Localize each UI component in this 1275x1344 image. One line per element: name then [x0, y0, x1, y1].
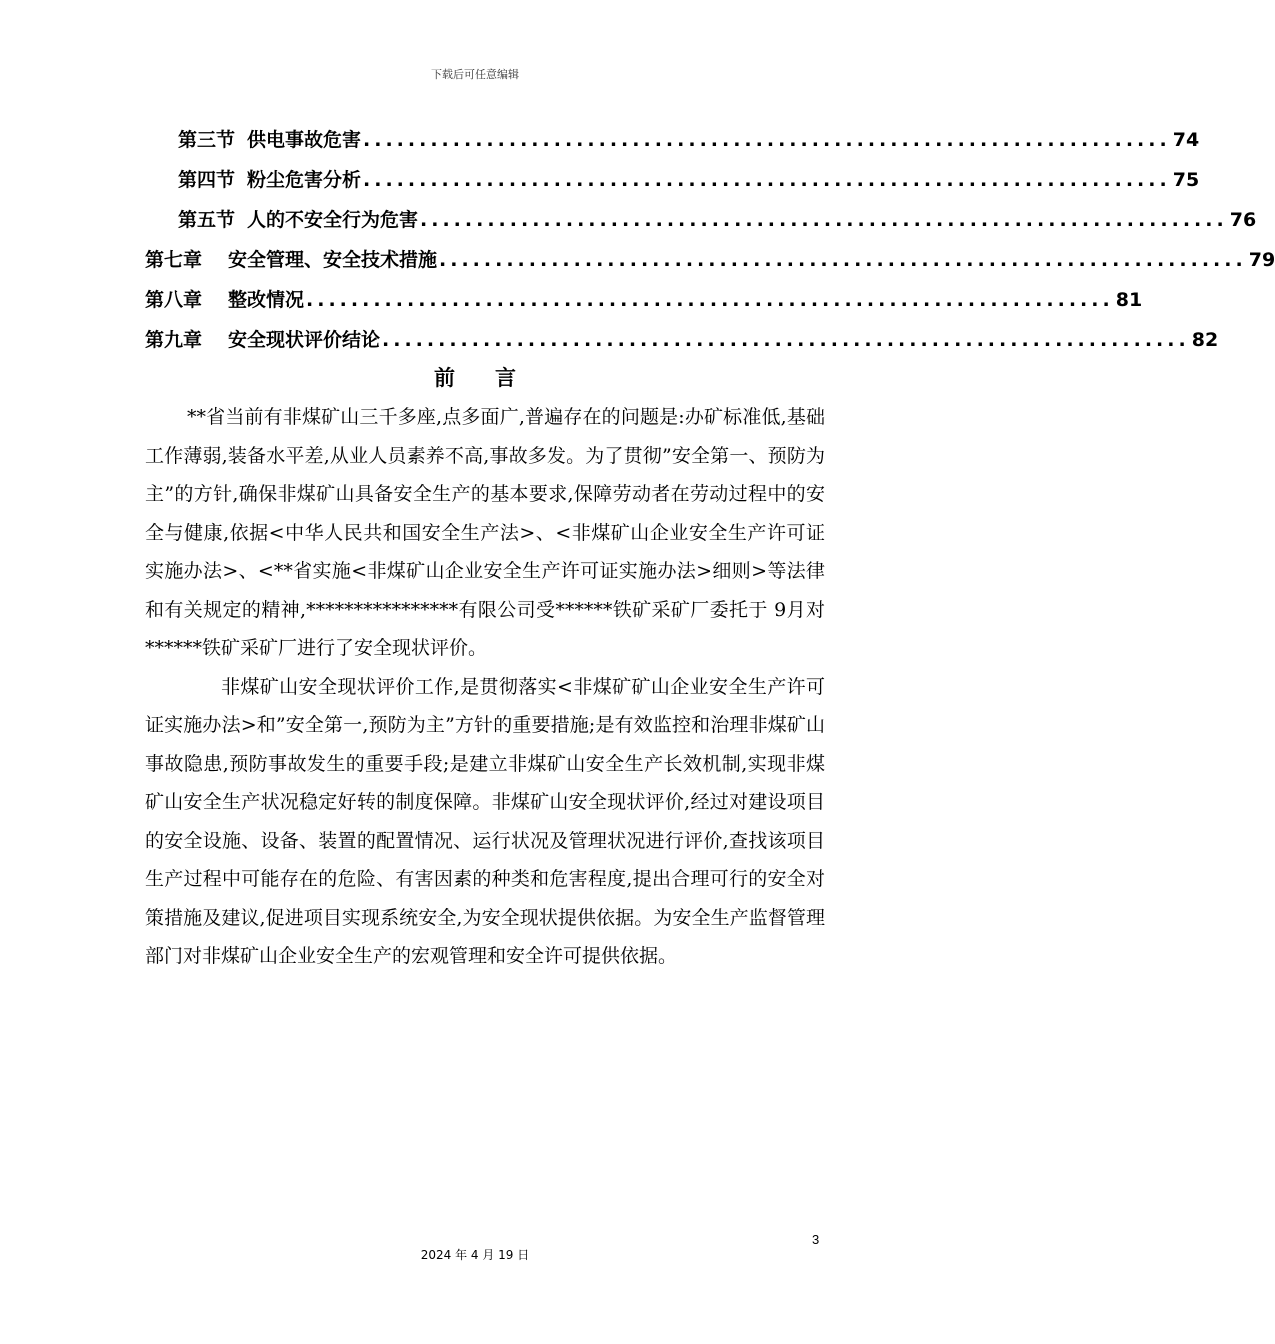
toc-entry-title: 第五节 人的不安全行为危害: [178, 209, 419, 231]
toc-leader-dots: ........................................................................: [382, 329, 1190, 351]
preface-heading: 前言: [434, 366, 556, 390]
toc-entry[interactable]: [145, 320, 1219, 360]
toc-entry[interactable]: [145, 160, 1200, 200]
toc-leader-dots: ........................................................................: [420, 209, 1228, 231]
toc-page-number: 81: [1115, 289, 1143, 311]
toc-leader-dots: ........................................................................: [363, 169, 1171, 191]
footer-date: 2024 年 4 月 19 日: [420, 1248, 530, 1262]
toc-entry-title: 第七章 安全管理、安全技术措施: [145, 249, 438, 271]
toc-entry[interactable]: [145, 200, 1257, 240]
toc-entry-title: 第九章 安全现状评价结论: [145, 329, 381, 351]
toc-leader-dots: ........................................................................: [439, 249, 1247, 271]
toc-entry-title: 第三节 供电事故危害: [178, 129, 362, 151]
toc-leader-dots: ........................................................................: [363, 129, 1171, 151]
page-number: 3: [812, 1232, 820, 1247]
table-of-contents: [145, 120, 1275, 360]
toc-leader-dots: ........................................................................: [306, 289, 1114, 311]
toc-page-number: 76: [1229, 209, 1257, 231]
toc-page-number: 82: [1191, 329, 1219, 351]
header-note: 下载后可任意编辑: [431, 68, 519, 81]
toc-page-number: 79: [1248, 249, 1275, 271]
toc-entry-title: 第八章 整改情况: [145, 289, 305, 311]
preface-body: [145, 398, 825, 976]
preface-paragraph-2: 非煤矿山安全现状评价工作,是贯彻落实<非煤矿矿山企业安全生产许可证实施办法>和”安全第一,预防为主”方针的重要措施;是有效监控和治理非煤矿山事故隐患,预防事故发生的重要手段;是建立非煤矿山安全生产长效机制,实现非煤矿山安全生产状况稳定好转的制度保障。非煤矿山安全现状评价,经过对建设项目的安全设施、设备、装置的配置情况、运行状况及管理状况进行评价,查找该项目生产过程中可能存在的危险、有害因素的种类和危害程度,提出合理可行的安全对策措施及建议,促进项目实现系统安全,为安全现状提供依据。为安全生产监督管理部门对非煤矿山企业安全生产的宏观管理和安全许可提供依据。: [145, 675, 825, 967]
preface-paragraph-1: **省当前有非煤矿山三千多座,点多面广,普遍存在的问题是:办矿标准低,基础工作薄弱,装备水平差,从业人员素养不高,事故多发。为了贯彻”安全第一、预防为主”的方针,确保非煤矿山具备安全生产的基本要求,保障劳动者在劳动过程中的安全与健康,依据<中华人民共和国安全生产法>、<非煤矿山企业安全生产许可证实施办法>、<**省实施<非煤矿山企业安全生产许可证实施办法>细则>等法律和有关规定的精神,****************有限公司受******铁矿采矿厂委托于 9月对******铁矿采矿厂进行了安全现状评价。: [145, 406, 825, 659]
toc-entry[interactable]: [145, 240, 1275, 280]
toc-entry[interactable]: [145, 280, 1143, 320]
toc-page-number: 74: [1172, 129, 1200, 151]
toc-entry[interactable]: [145, 120, 1200, 160]
toc-entry-title: 第四节 粉尘危害分析: [178, 169, 362, 191]
toc-page-number: 75: [1172, 169, 1200, 191]
